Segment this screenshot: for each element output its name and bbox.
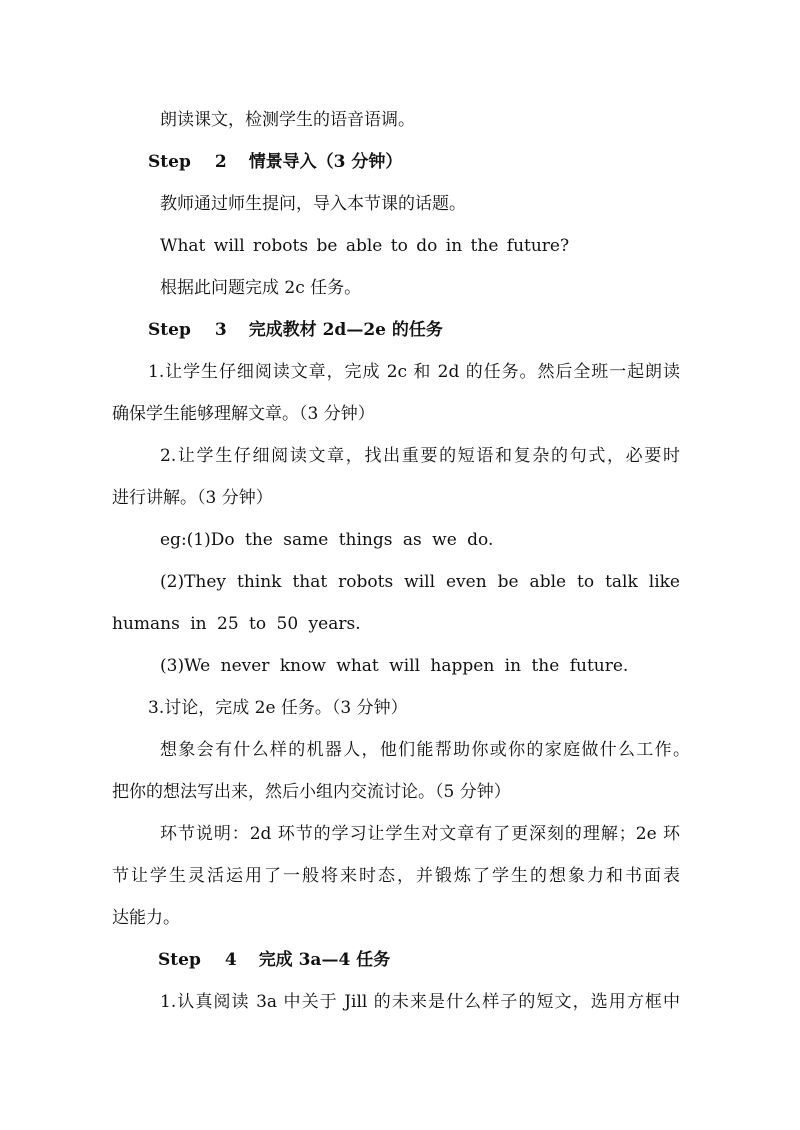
paragraph-line: 朗读课文，检测学生的语音语调。 — [160, 110, 415, 130]
step-label: Step — [148, 152, 191, 172]
paragraph-line: 达能力。 — [112, 908, 180, 928]
step-heading — [148, 318, 443, 342]
paragraph-line: 1.认真阅读 3a 中关于 Jill 的未来是什么样子的短文，选用方框中 — [160, 992, 680, 1012]
step-number: 3 — [214, 320, 227, 340]
step-heading — [158, 948, 390, 972]
step-title: 情景导入（3 分钟） — [248, 152, 403, 172]
paragraph-line: 进行讲解。（3 分钟） — [112, 488, 273, 508]
paragraph-line: 想象会有什么样的机器人，他们能帮助你或你的家庭做什么工作。 — [160, 740, 690, 760]
paragraph-line: 教师通过师生提问，导入本节课的话题。 — [160, 194, 466, 214]
step-label: Step — [158, 950, 201, 970]
paragraph-line: 3.讨论，完成 2e 任务。（3 分钟） — [148, 698, 408, 718]
paragraph-line: 根据此问题完成 2c 任务。 — [160, 278, 362, 298]
english-line: eg:(1)Do the same things as we do. — [160, 530, 494, 550]
paragraph-line: 节让学生灵活运用了一般将来时态，并锻炼了学生的想象力和书面表 — [112, 866, 680, 886]
english-line: (3)We never know what will happen in the future. — [160, 656, 629, 676]
step-title: 完成教材 2d—2e 的任务 — [248, 320, 443, 340]
paragraph-line: 环节说明：2d 环节的学习让学生对文章有了更深刻的理解；2e 环 — [160, 824, 680, 844]
step-title: 完成 3a—4 任务 — [258, 950, 391, 970]
paragraph-line: 确保学生能够理解文章。（3 分钟） — [112, 404, 375, 424]
paragraph-line: 1.让学生仔细阅读文章，完成 2c 和 2d 的任务。然后全班一起朗读 — [148, 362, 680, 382]
step-number: 2 — [214, 152, 227, 172]
step-label: Step — [148, 320, 191, 340]
paragraph-line: 2.让学生仔细阅读文章，找出重要的短语和复杂的句式，必要时 — [160, 446, 680, 466]
step-heading — [148, 150, 402, 174]
english-line: humans in 25 to 50 years. — [112, 614, 361, 634]
english-line: (2)They think that robots will even be able to talk like — [160, 572, 680, 592]
step-number: 4 — [224, 950, 237, 970]
paragraph-line: 把你的想法写出来，然后小组内交流讨论。（5 分钟） — [112, 782, 511, 802]
english-line: What will robots be able to do in the future? — [160, 236, 570, 256]
